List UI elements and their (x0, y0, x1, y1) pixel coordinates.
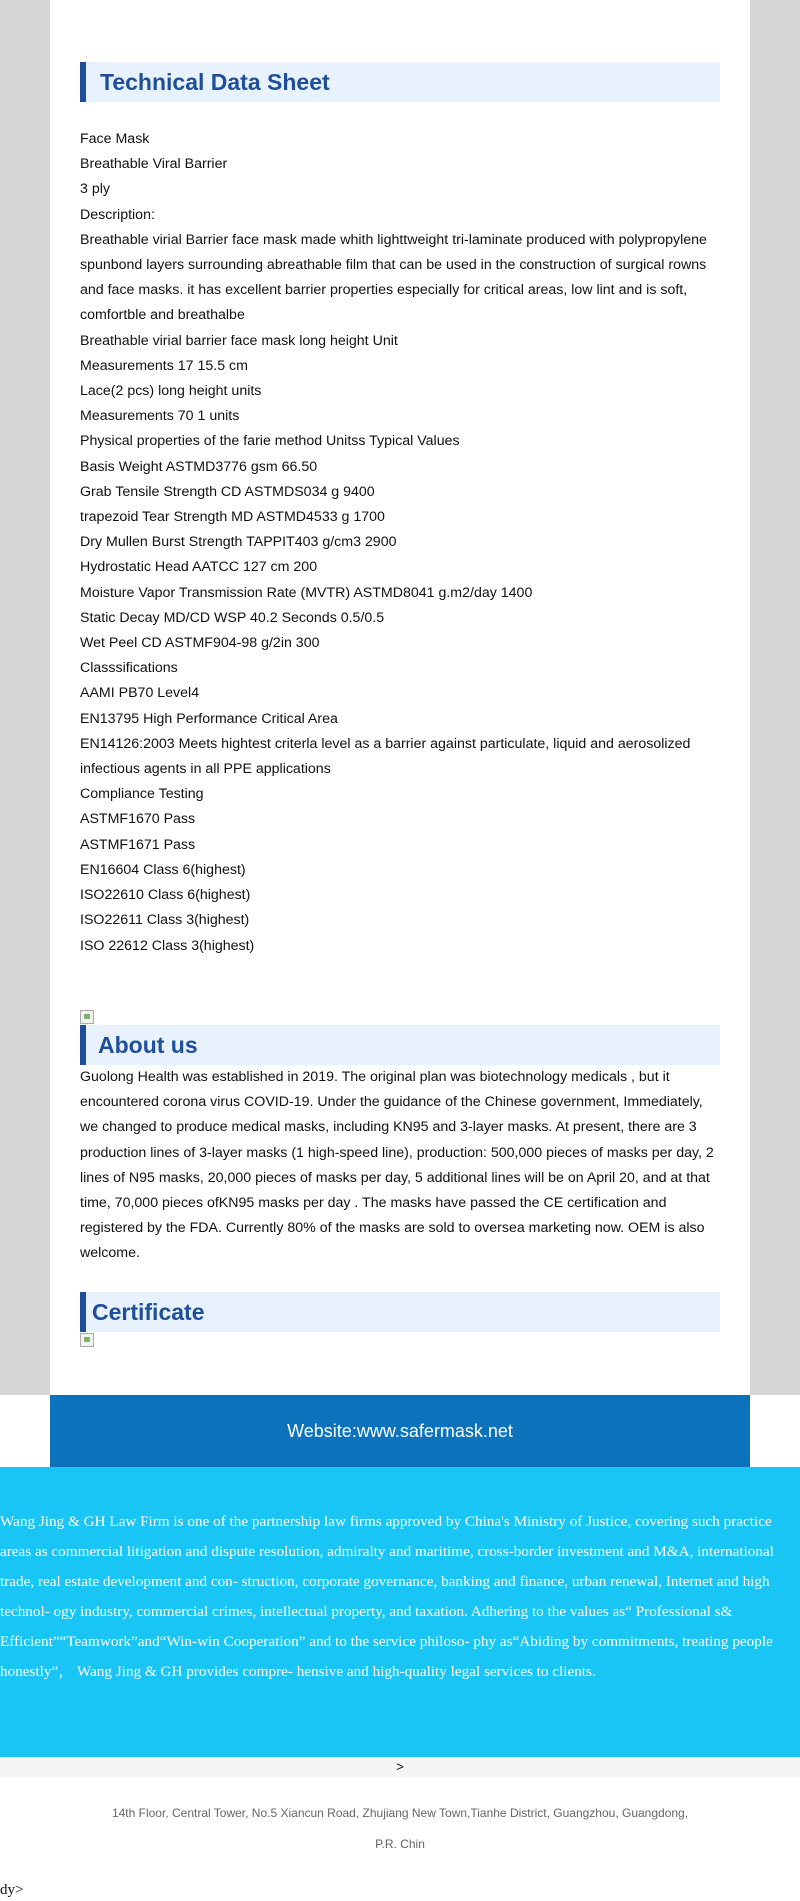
technical-data-line: 3 ply (80, 181, 110, 198)
technical-data-line: EN13795 High Performance Critical Area (80, 710, 338, 727)
technical-data-line: Grab Tensile Strength CD ASTMDS034 g 9400 (80, 483, 375, 500)
technical-data-line: Measurements 70 1 units (80, 408, 240, 425)
technical-data-line: Description: (80, 206, 155, 223)
technical-data-line: Classsifications (80, 660, 178, 677)
arrow-glyph: > (396, 1759, 404, 1774)
technical-data-body (80, 127, 720, 959)
website-bar (50, 1395, 750, 1467)
technical-data-line: Basis Weight ASTMD3776 gsm 66.50 (80, 458, 318, 475)
technical-data-line: Face Mask (80, 131, 150, 147)
technical-data-line: EN16604 Class 6(highest) (80, 861, 246, 878)
technical-data-line: ISO22610 Class 6(highest) (80, 887, 251, 904)
technical-data-line: Lace(2 pcs) long height units (80, 383, 262, 400)
about-body (80, 1065, 720, 1267)
about-title: About us (98, 1032, 198, 1058)
technical-data-line: Breathable virial barrier face mask long height Unit (80, 332, 398, 349)
technical-data-line: Breathable virial Barrier face mask made whith lighttweight tri-laminate produced with polypropylene spunbond layers surrounding abreathable film that can be used in the construction of surgical rowns and face masks. it has excellent barrier properties especially for critical areas, low lint and is soft, comfortble and breathalbe (80, 231, 707, 324)
technical-data-line: trapezoid Tear Strength MD ASTMD4533 g 1700 (80, 509, 385, 526)
certificate-title: Certificate (92, 1299, 205, 1325)
technical-data-line: ASTMF1670 Pass (80, 811, 196, 828)
technical-data-line: ASTMF1671 Pass (80, 836, 196, 853)
website-link[interactable]: Website:www.safermask.net (287, 1420, 513, 1441)
certificate-heading (80, 1292, 720, 1332)
about-text: Guolong Health was established in 2019. The original plan was biotechnology medicals , but it encountered corona virus COVID-19. Under the guidance of the Chinese government, Immediately, we changed to produce medical masks, including KN95 and 3-layer masks. At present, there are 3 production lines of 3-layer masks (1 high-speed line), production: 500,000 pieces of masks per day, 2 lines of N95 masks, 20,000 pieces of masks per day, 5 additional lines will be on April 20, and at that time, 70,000 pieces ofKN95 masks per day . The masks have passed the CE certification and registered by the FDA. Currently 80% of the masks are sold to oversea marketing now. OEM is also welcome. (80, 1069, 714, 1262)
technical-data-line: Physical properties of the farie method Unitss Typical Values (80, 433, 460, 450)
technical-data-line: Measurements 17 15.5 cm (80, 357, 248, 374)
technical-data-title: Technical Data Sheet (100, 69, 330, 95)
technical-data-line: EN14126:2003 Meets hightest criterla level as a barrier against particulate, liquid and aerosolized infectious agents in all PPE applications (80, 735, 691, 778)
technical-data-line: Hydrostatic Head AATCC 127 cm 200 (80, 559, 318, 576)
arrow-row (0, 1757, 800, 1777)
technical-data-line: AAMI PB70 Level4 (80, 685, 200, 702)
technical-data-line: Wet Peel CD ASTMF904-98 g/2in 300 (80, 635, 320, 652)
footer-address (0, 1798, 800, 1860)
content-panel (50, 0, 750, 1395)
law-firm-text: Wang Jing & GH Law Firm is one of the partnership law firms approved by China's Ministry of Justice, covering such practice areas as commercial litigation and dispute resolution, admiralty and maritime, cross-border investment and M&A, international trade, real estate development and con- struction, corporate governance, banking and finance, urban renewal, Internet and high technol- ogy industry, commercial crimes, intellectual property, and taxation. Adhering to the values as“ Professional s& Efficient”“Teamwork”and“Win-win Cooperation” and to the service philoso- phy as“Abiding by commitments, treating people honestly”， Wang Jing & GH provides compre- hensive and high-quality legal services to clients. (0, 1513, 774, 1680)
broken-image-icon (80, 1010, 94, 1024)
technical-data-line: Breathable Viral Barrier (80, 156, 228, 173)
technical-data-heading (80, 62, 720, 102)
address-line-2: P.R. Chin (375, 1837, 425, 1851)
stray-tag-text: dy> (0, 1882, 24, 1898)
technical-data-line: ISO22611 Class 3(highest) (80, 912, 250, 929)
technical-data-line: Dry Mullen Burst Strength TAPPIT403 g/cm3 2900 (80, 534, 397, 551)
technical-data-line: Compliance Testing (80, 786, 204, 803)
law-firm-box (0, 1467, 800, 1757)
about-heading (80, 1025, 720, 1065)
certificate-image-icon (80, 1333, 94, 1347)
technical-data-line: Static Decay MD/CD WSP 40.2 Seconds 0.5/0.5 (80, 609, 385, 626)
technical-data-line: ISO 22612 Class 3(highest) (80, 937, 255, 954)
technical-data-line: Moisture Vapor Transmission Rate (MVTR) ASTMD8041 g.m2/day 1400 (80, 584, 533, 601)
address-line-1: 14th Floor, Central Tower, No.5 Xiancun Road, Zhujiang New Town,Tianhe District, Guangzhou, Guangdong, (111, 1806, 689, 1820)
